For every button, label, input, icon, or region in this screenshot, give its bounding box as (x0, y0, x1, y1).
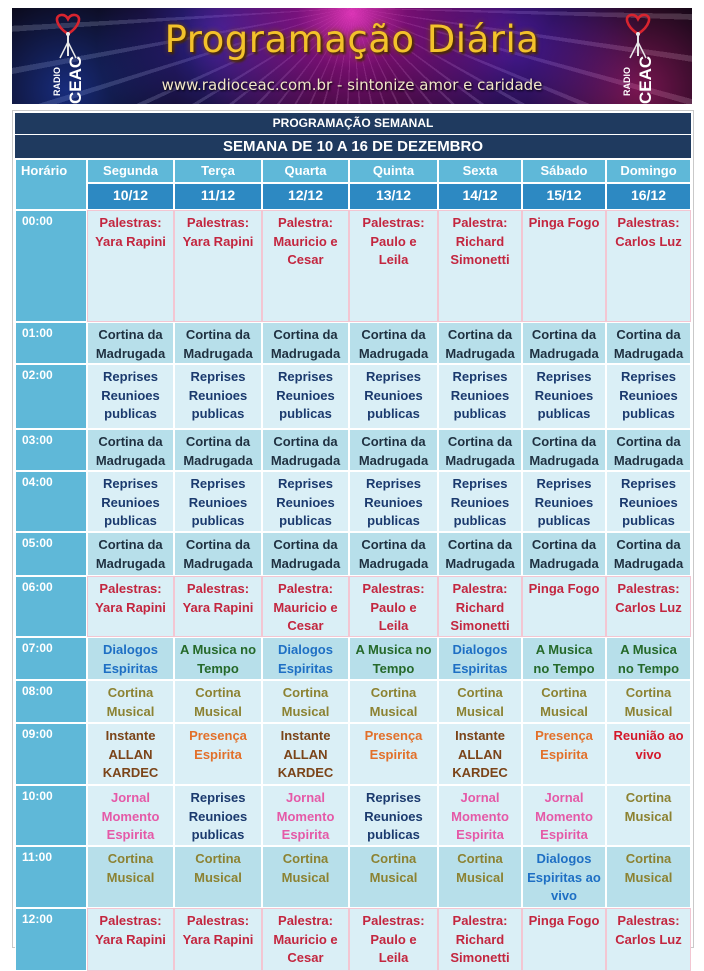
program-cell: Palestras: Paulo e Leila (349, 210, 438, 322)
program-cell: Palestras: Yara Rapini (87, 908, 174, 971)
program-cell: Reprises Reunioes publicas (606, 471, 691, 532)
program-cell: Cortina Musical (522, 680, 606, 723)
program-cell: Reprises Reunioes publicas (349, 785, 438, 846)
program-cell: Palestras: Yara Rapini (87, 576, 174, 637)
program-cell: Cortina Musical (174, 846, 262, 908)
program-cell: Cortina da Madrugada (262, 322, 349, 364)
program-cell: Cortina Musical (349, 846, 438, 908)
time-slot-label: 10:00 (15, 785, 87, 846)
program-cell: Pinga Fogo (522, 908, 606, 971)
program-cell: Cortina Musical (606, 680, 691, 723)
program-cell: Reprises Reunioes publicas (438, 364, 522, 429)
program-cell: Cortina da Madrugada (87, 322, 174, 364)
time-slot-label: 08:00 (15, 680, 87, 723)
program-cell: Reprises Reunioes publicas (606, 364, 691, 429)
program-cell: Palestra: Mauricio e Cesar (262, 908, 349, 971)
schedule-heading: PROGRAMAÇÃO SEMANAL (15, 113, 691, 134)
program-cell: Cortina Musical (438, 846, 522, 908)
program-cell: Cortina Musical (87, 846, 174, 908)
program-cell: Cortina da Madrugada (349, 532, 438, 576)
program-cell: Reprises Reunioes publicas (262, 471, 349, 532)
program-cell: Reprises Reunioes publicas (87, 364, 174, 429)
program-cell: Jornal Momento Espirita (522, 785, 606, 846)
program-cell: Cortina Musical (87, 680, 174, 723)
date-header-0: 10/12 (87, 183, 174, 210)
program-cell: Cortina da Madrugada (262, 532, 349, 576)
program-cell: A Musica no Tempo (349, 637, 438, 680)
program-cell: Palestra: Richard Simonetti (438, 210, 522, 322)
day-header-0: Segunda (87, 159, 174, 183)
program-cell: Cortina Musical (606, 846, 691, 908)
logo-word-radio: RADIO (52, 67, 62, 96)
program-cell: Reprises Reunioes publicas (87, 471, 174, 532)
program-cell: A Musica no Tempo (174, 637, 262, 680)
program-cell: Cortina Musical (262, 680, 349, 723)
program-cell: Reprises Reunioes publicas (438, 471, 522, 532)
time-slot-label: 05:00 (15, 532, 87, 576)
program-cell: Presença Espirita (174, 723, 262, 785)
program-cell: Cortina da Madrugada (349, 322, 438, 364)
day-header-4: Sexta (438, 159, 522, 183)
date-header-6: 16/12 (606, 183, 691, 210)
day-header-1: Terça (174, 159, 262, 183)
program-cell: Jornal Momento Espirita (87, 785, 174, 846)
program-cell: Cortina da Madrugada (606, 322, 691, 364)
program-cell: Palestras: Carlos Luz (606, 210, 691, 322)
time-slot-label: 12:00 (15, 908, 87, 971)
program-cell: A Musica no Tempo (522, 637, 606, 680)
program-cell: Jornal Momento Espirita (438, 785, 522, 846)
program-cell: Cortina da Madrugada (87, 429, 174, 471)
time-slot-label: 07:00 (15, 637, 87, 680)
program-cell: Palestras: Yara Rapini (174, 210, 262, 322)
program-cell: Reprises Reunioes publicas (522, 471, 606, 532)
program-cell: Cortina da Madrugada (174, 322, 262, 364)
program-cell: Reprises Reunioes publicas (174, 364, 262, 429)
logo-word-radio: RADIO (622, 67, 632, 96)
program-cell: Cortina Musical (262, 846, 349, 908)
time-slot-label: 04:00 (15, 471, 87, 532)
program-cell: Cortina da Madrugada (438, 429, 522, 471)
program-cell: Cortina da Madrugada (174, 429, 262, 471)
date-header-2: 12/12 (262, 183, 349, 210)
time-slot-label: 01:00 (15, 322, 87, 364)
program-cell: Instante ALLAN KARDEC (262, 723, 349, 785)
program-cell: Cortina Musical (438, 680, 522, 723)
program-cell: Cortina da Madrugada (522, 532, 606, 576)
program-cell: Pinga Fogo (522, 210, 606, 322)
column-header-horario: Horário (15, 159, 87, 210)
time-slot-label: 06:00 (15, 576, 87, 637)
program-cell: Cortina da Madrugada (349, 429, 438, 471)
program-cell: Dialogos Espiritas ao vivo (522, 846, 606, 908)
program-cell: Cortina da Madrugada (262, 429, 349, 471)
date-header-1: 11/12 (174, 183, 262, 210)
program-cell: Dialogos Espiritas (262, 637, 349, 680)
program-cell: Cortina Musical (174, 680, 262, 723)
day-header-5: Sábado (522, 159, 606, 183)
week-range-heading: SEMANA DE 10 A 16 DE DEZEMBRO (15, 135, 691, 158)
program-cell: Cortina da Madrugada (87, 532, 174, 576)
program-cell: Palestra: Mauricio e Cesar (262, 576, 349, 637)
program-cell: Cortina da Madrugada (606, 532, 691, 576)
program-cell: Cortina da Madrugada (522, 429, 606, 471)
time-slot-label: 09:00 (15, 723, 87, 785)
header-banner (12, 8, 692, 104)
program-cell: Dialogos Espiritas (438, 637, 522, 680)
program-cell: Reunião ao vivo (606, 723, 691, 785)
program-cell: Palestra: Richard Simonetti (438, 908, 522, 971)
program-cell: Palestras: Yara Rapini (87, 210, 174, 322)
program-cell: Reprises Reunioes publicas (522, 364, 606, 429)
program-cell: Reprises Reunioes publicas (349, 471, 438, 532)
program-cell: Palestra: Richard Simonetti (438, 576, 522, 637)
time-slot-label: 11:00 (15, 846, 87, 908)
date-header-5: 15/12 (522, 183, 606, 210)
program-cell: Cortina da Madrugada (438, 322, 522, 364)
program-cell: Reprises Reunioes publicas (349, 364, 438, 429)
day-header-6: Domingo (606, 159, 691, 183)
program-cell: Palestra: Mauricio e Cesar (262, 210, 349, 322)
program-cell: Palestras: Paulo e Leila (349, 908, 438, 971)
site-url-slogan: www.radioceac.com.br - sintonize amor e caridade (161, 76, 543, 94)
program-cell: Reprises Reunioes publicas (174, 471, 262, 532)
logo-word-ceac: CEAC (66, 55, 85, 104)
program-cell: Cortina da Madrugada (522, 322, 606, 364)
program-cell: Pinga Fogo (522, 576, 606, 637)
program-cell: A Musica no Tempo (606, 637, 691, 680)
program-cell: Palestras: Yara Rapini (174, 908, 262, 971)
weekly-schedule-table (12, 110, 694, 965)
program-cell: Reprises Reunioes publicas (262, 364, 349, 429)
program-cell: Palestras: Carlos Luz (606, 908, 691, 971)
program-cell: Presença Espirita (522, 723, 606, 785)
program-cell: Cortina da Madrugada (174, 532, 262, 576)
program-cell: Palestras: Paulo e Leila (349, 576, 438, 637)
program-cell: Instante ALLAN KARDEC (87, 723, 174, 785)
program-cell: Presença Espirita (349, 723, 438, 785)
program-cell: Cortina da Madrugada (606, 429, 691, 471)
program-cell: Palestras: Yara Rapini (174, 576, 262, 637)
program-cell: Reprises Reunioes publicas (174, 785, 262, 846)
program-cell: Dialogos Espiritas (87, 637, 174, 680)
page-title: Programação Diária (164, 18, 540, 61)
program-cell: Cortina da Madrugada (438, 532, 522, 576)
program-cell: Cortina Musical (606, 785, 691, 846)
time-slot-label: 02:00 (15, 364, 87, 429)
day-header-3: Quinta (349, 159, 438, 183)
program-cell: Cortina Musical (349, 680, 438, 723)
program-cell: Instante ALLAN KARDEC (438, 723, 522, 785)
logo-word-ceac: CEAC (636, 55, 655, 104)
time-slot-label: 00:00 (15, 210, 87, 322)
day-header-2: Quarta (262, 159, 349, 183)
date-header-3: 13/12 (349, 183, 438, 210)
time-slot-label: 03:00 (15, 429, 87, 471)
date-header-4: 14/12 (438, 183, 522, 210)
program-cell: Palestras: Carlos Luz (606, 576, 691, 637)
program-cell: Jornal Momento Espirita (262, 785, 349, 846)
